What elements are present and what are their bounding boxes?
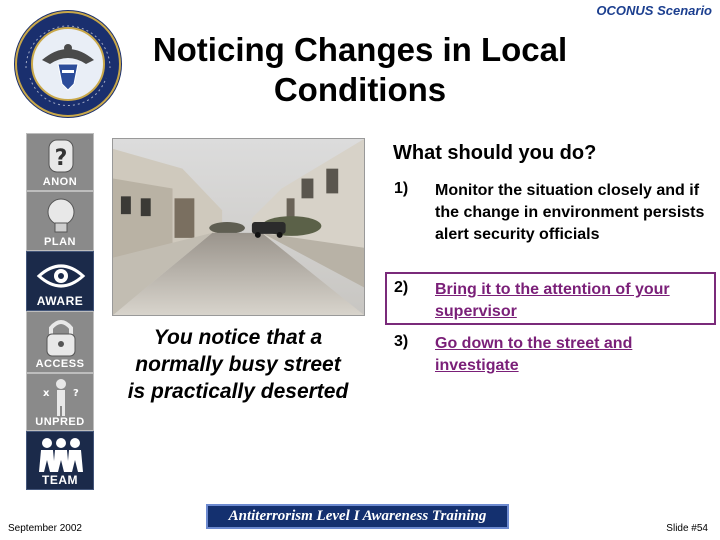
caption-line: You notice that a bbox=[153, 326, 323, 349]
photo-caption bbox=[103, 324, 373, 405]
slide-number: Slide #54 bbox=[666, 523, 708, 534]
sidebar-item-label: TEAM bbox=[42, 473, 78, 487]
dod-seal-icon bbox=[12, 8, 124, 120]
option-number-3: 3) bbox=[394, 333, 409, 350]
sidebar-item-label: ACCESS bbox=[35, 358, 85, 370]
training-banner-text: Antiterrorism Level I Awareness Training bbox=[228, 508, 487, 524]
slide-title bbox=[130, 30, 590, 110]
sidebar-item-access bbox=[26, 311, 94, 373]
sidebar bbox=[26, 133, 94, 490]
scenario-label: OCONUS Scenario bbox=[596, 3, 712, 18]
caption-line: normally busy street bbox=[135, 353, 341, 376]
svg-text:?: ? bbox=[54, 146, 68, 171]
svg-text:x: x bbox=[43, 388, 50, 399]
option-number-1: 1) bbox=[394, 180, 409, 197]
svg-text:?: ? bbox=[73, 388, 79, 399]
option-number-2: 2) bbox=[394, 279, 409, 296]
sidebar-item-anon bbox=[26, 133, 94, 191]
training-banner bbox=[206, 504, 509, 529]
question-icon bbox=[27, 136, 95, 178]
street-photo bbox=[112, 138, 365, 316]
option-3-link[interactable]: Go down to the street and investigate bbox=[435, 335, 633, 374]
sidebar-item-label: ANON bbox=[42, 176, 78, 188]
caption-line: is practically deserted bbox=[127, 380, 349, 403]
team-icon bbox=[27, 434, 95, 476]
sidebar-item-unpred bbox=[26, 373, 94, 431]
footer-date: September 2002 bbox=[8, 523, 82, 534]
sidebar-item-plan bbox=[26, 191, 94, 251]
figure-icon bbox=[27, 376, 95, 418]
sidebar-item-label: AWARE bbox=[36, 294, 84, 308]
sidebar-item-aware bbox=[26, 251, 94, 311]
sidebar-item-label: UNPRED bbox=[35, 416, 85, 428]
sidebar-item-label: PLAN bbox=[44, 236, 76, 248]
sidebar-item-team bbox=[26, 431, 94, 490]
option-2-link[interactable]: Bring it to the attention of your supervisor bbox=[435, 281, 670, 320]
slide-title-line2: Conditions bbox=[273, 71, 447, 108]
lock-icon bbox=[27, 314, 95, 360]
option-1-text[interactable]: Monitor the situation closely and if the change in environment persists alert security officials bbox=[435, 182, 705, 243]
lightbulb-icon bbox=[27, 194, 95, 238]
slide-title-line1: Noticing Changes in Local bbox=[152, 31, 568, 68]
eye-icon bbox=[27, 254, 95, 298]
quiz-question: What should you do? bbox=[393, 142, 597, 164]
